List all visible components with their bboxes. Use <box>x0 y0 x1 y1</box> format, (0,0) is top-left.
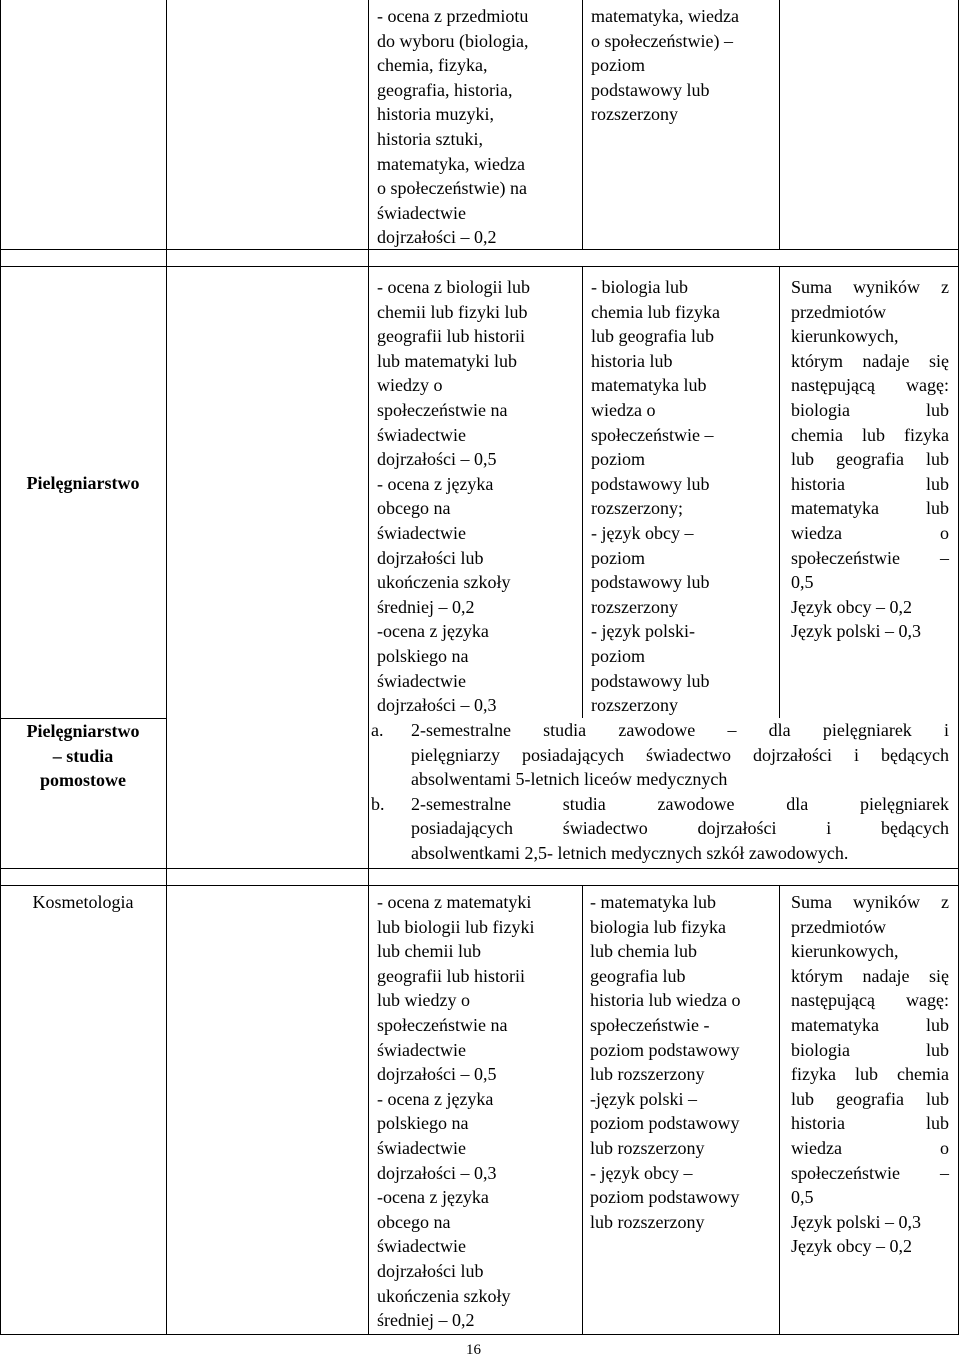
text-line: wiedzy o <box>377 375 443 396</box>
text-line: lub biologii lub fizyki <box>377 916 535 937</box>
text-line: rozszerzony; <box>591 498 683 519</box>
text-line: podstawowy lub <box>591 670 710 691</box>
text-line: lub geografia lub <box>591 326 714 347</box>
text-line: dojrzałości – 0,2 <box>377 227 497 248</box>
text-line: - ocena z biologii lub <box>377 277 530 297</box>
text-line: polskiego na <box>377 1113 469 1134</box>
pielegniarstwo-criteria-cell <box>377 275 567 718</box>
text-line: społeczeństwie na <box>377 399 508 420</box>
text-line: dojrzałości lub <box>377 547 484 568</box>
text-line: fizyka lub chemia <box>791 1064 949 1085</box>
text-line: historia lub <box>591 350 673 371</box>
table-line-5 <box>0 885 959 886</box>
text-line: kierunkowych, <box>791 941 899 962</box>
text-line: poziom <box>591 449 645 470</box>
text-line: geografii lub historii <box>377 326 525 347</box>
text-line: lub matematyki lub <box>377 350 517 371</box>
text-line: historia lub wiedza o <box>590 990 741 1011</box>
pielegniarstwo-subjects-cell <box>591 275 771 718</box>
text-line: społeczeństwie na <box>377 1014 508 1035</box>
text-line: lub chemii lub <box>377 941 481 962</box>
text-line: historia sztuki, <box>377 128 483 149</box>
text-line: biologia lub <box>791 399 949 420</box>
text-line: lub geografia lub <box>791 449 949 470</box>
kosmetologia-weights-cell <box>791 890 949 1259</box>
text-line: wiedza o <box>791 1137 949 1158</box>
text-line: - biologia lub <box>591 277 688 297</box>
text-line: podstawowy lub <box>591 473 710 494</box>
table-border-col3 <box>582 0 583 249</box>
text-line: chemia lub fizyka <box>591 301 720 322</box>
text-line: lub geografia lub <box>791 1088 949 1109</box>
text-line: biologia lub <box>791 1039 949 1060</box>
text-line: geografia, historia, <box>377 79 513 100</box>
text-line: Suma wyników z <box>791 277 949 297</box>
table-border-right <box>958 0 959 1335</box>
text-line: - matematyka lub <box>590 892 716 912</box>
pielegniarstwo-weights-cell <box>791 275 949 644</box>
text-line: matematyka lub <box>791 498 949 519</box>
text-line: świadectwie <box>377 1236 466 1257</box>
text-line: lub rozszerzony <box>590 1064 705 1085</box>
table-border-col3c <box>582 885 583 1335</box>
text-line: Język polski – 0,3 <box>791 1211 921 1232</box>
text-line: świadectwie <box>377 1039 466 1060</box>
table-border-col3b <box>582 266 583 718</box>
table-border-col1 <box>166 0 167 1335</box>
text-line: geografii lub historii <box>377 965 525 986</box>
text-line: – studia <box>52 745 114 766</box>
text-line: -język polski – <box>590 1088 697 1109</box>
text-line: Suma wyników z <box>791 892 949 912</box>
text-line: wiedza o <box>591 399 656 420</box>
text-line: społeczeństwie - <box>590 1014 710 1035</box>
text-line: Pielęgniarstwo <box>26 721 140 741</box>
table-border-col4c <box>779 885 780 1335</box>
text-line: dojrzałości – 0,3 <box>377 1162 497 1183</box>
text-line: ukończenia szkoły <box>377 1285 511 1306</box>
table-border-col2 <box>368 0 369 1335</box>
text-line: dojrzałości lub <box>377 1260 484 1281</box>
text-line: - język obcy – <box>591 522 694 543</box>
text-line: przedmiotów <box>791 301 886 322</box>
text-line: lub chemia lub <box>590 941 697 962</box>
text-line: geografia lub <box>590 965 686 986</box>
text-line: ukończenia szkoły <box>377 572 511 593</box>
text-line: średniej – 0,2 <box>377 1310 475 1331</box>
text-line: -ocena z języka <box>377 1187 489 1208</box>
text-line: dojrzałości – 0,3 <box>377 695 497 716</box>
text-line: historia lub <box>791 1113 949 1134</box>
text-line: następującą wagę: <box>791 375 949 396</box>
text-line: - język polski- <box>591 621 695 642</box>
text-line: przedmiotów <box>791 916 886 937</box>
text-line: podstawowy lub <box>591 572 710 593</box>
text-line: którym nadaje się <box>791 965 949 986</box>
text-line: o społeczeństwie) na <box>377 178 527 199</box>
table-border-left <box>0 0 1 1335</box>
kosmetologia-subjects-cell <box>590 890 772 1234</box>
text-line: posiadających świadectwo dojrzałości i będących <box>411 818 949 839</box>
text-line: dojrzałości – 0,5 <box>377 449 497 470</box>
text-line: matematyka lub <box>591 375 707 396</box>
page-number: 16 <box>466 1342 481 1358</box>
continuation-criteria-cell <box>377 4 567 250</box>
text-line: o społeczeństwie) – <box>591 30 733 51</box>
text-line: polskiego na <box>377 645 469 666</box>
table-border-col4b <box>779 266 780 718</box>
text-line: historia muzyki, <box>377 104 494 125</box>
text-line: - ocena z języka <box>377 1088 494 1109</box>
text-line: - ocena z języka <box>377 473 494 494</box>
text-line: rozszerzony <box>591 596 678 617</box>
text-line: poziom <box>591 55 645 76</box>
text-line: 2-semestralne studia zawodowe – dla pielęgniarek i <box>411 720 949 740</box>
text-line: społeczeństwie – <box>791 547 949 568</box>
text-line: chemii lub fizyki lub <box>377 301 528 322</box>
text-line: historia lub <box>791 473 949 494</box>
text-line: rozszerzony <box>591 695 678 716</box>
text-line: - ocena z matematyki <box>377 892 532 912</box>
text-line: matematyka lub <box>791 1014 949 1035</box>
text-line: chemia, fizyka, <box>377 55 488 76</box>
text-line: społeczeństwie – <box>591 424 714 445</box>
text-line: średniej – 0,2 <box>377 596 475 617</box>
note-item-a <box>371 718 949 792</box>
text-line: lub rozszerzony <box>590 1137 705 1158</box>
text-line: obcego na <box>377 498 451 519</box>
text-line: społeczeństwie – <box>791 1162 949 1183</box>
note-marker: a. <box>371 720 384 740</box>
text-line: pielęgniarzy posiadających świadectwo dojrzałości i będących <box>411 744 949 765</box>
text-line: rozszerzony <box>591 104 678 125</box>
note-item-b <box>371 792 949 866</box>
text-line: poziom <box>591 645 645 666</box>
text-line: obcego na <box>377 1211 451 1232</box>
table-line-2 <box>0 266 959 267</box>
kosmetologia-criteria-cell <box>377 890 567 1333</box>
text-line: Język obcy – 0,2 <box>791 596 912 617</box>
text-line: poziom podstawowy <box>590 1187 740 1208</box>
program-name-pomostowe <box>0 719 166 793</box>
text-line: następującą wagę: <box>791 990 949 1011</box>
text-line: Język obcy – 0,2 <box>791 1236 912 1257</box>
text-line: świadectwie <box>377 522 466 543</box>
pomostowe-notes <box>371 718 949 866</box>
text-line: poziom <box>591 547 645 568</box>
text-line: świadectwie <box>377 424 466 445</box>
text-line: poziom podstawowy <box>590 1113 740 1134</box>
text-line: wiedza o <box>791 522 949 543</box>
text-line: absolwentami 5-letnich liceów medycznych <box>411 769 728 790</box>
text-line: matematyka, wiedza <box>377 153 525 174</box>
text-line: - ocena z przedmiotu <box>377 6 529 26</box>
text-line: świadectwie <box>377 1137 466 1158</box>
text-line: -ocena z języka <box>377 621 489 642</box>
text-line: 0,5 <box>791 572 814 593</box>
text-line: świadectwie <box>377 202 466 223</box>
text-line: Język polski – 0,3 <box>791 621 921 642</box>
table-line-4 <box>0 868 959 869</box>
text-line: - język obcy – <box>590 1162 693 1183</box>
text-line: lub wiedzy o <box>377 990 470 1011</box>
table-line-6 <box>0 1334 959 1335</box>
text-line: 0,5 <box>791 1187 814 1208</box>
continuation-subjects-cell <box>591 4 771 127</box>
table-border-col4 <box>779 0 780 249</box>
text-line: Kosmetologia <box>32 892 134 912</box>
text-line: Pielęgniarstwo <box>26 473 140 493</box>
text-line: chemia lub fizyka <box>791 424 949 445</box>
text-line: którym nadaje się <box>791 350 949 371</box>
text-line: absolwentkami 2,5- letnich medycznych szkół zawodowych. <box>411 842 849 863</box>
program-name-pielegniarstwo <box>0 471 166 496</box>
text-line: pomostowe <box>40 770 126 791</box>
text-line: do wyboru (biologia, <box>377 30 529 51</box>
text-line: świadectwie <box>377 670 466 691</box>
text-line: podstawowy lub <box>591 79 710 100</box>
note-marker: b. <box>371 793 385 814</box>
text-line: dojrzałości – 0,5 <box>377 1064 497 1085</box>
text-line: 2-semestralne studia zawodowe dla pielęgniarek <box>411 793 949 814</box>
text-line: lub rozszerzony <box>590 1211 705 1232</box>
text-line: matematyka, wiedza <box>591 6 739 26</box>
text-line: poziom podstawowy <box>590 1039 740 1060</box>
text-line: biologia lub fizyka <box>590 916 726 937</box>
program-name-kosmetologia <box>0 890 166 915</box>
text-line: kierunkowych, <box>791 326 899 347</box>
